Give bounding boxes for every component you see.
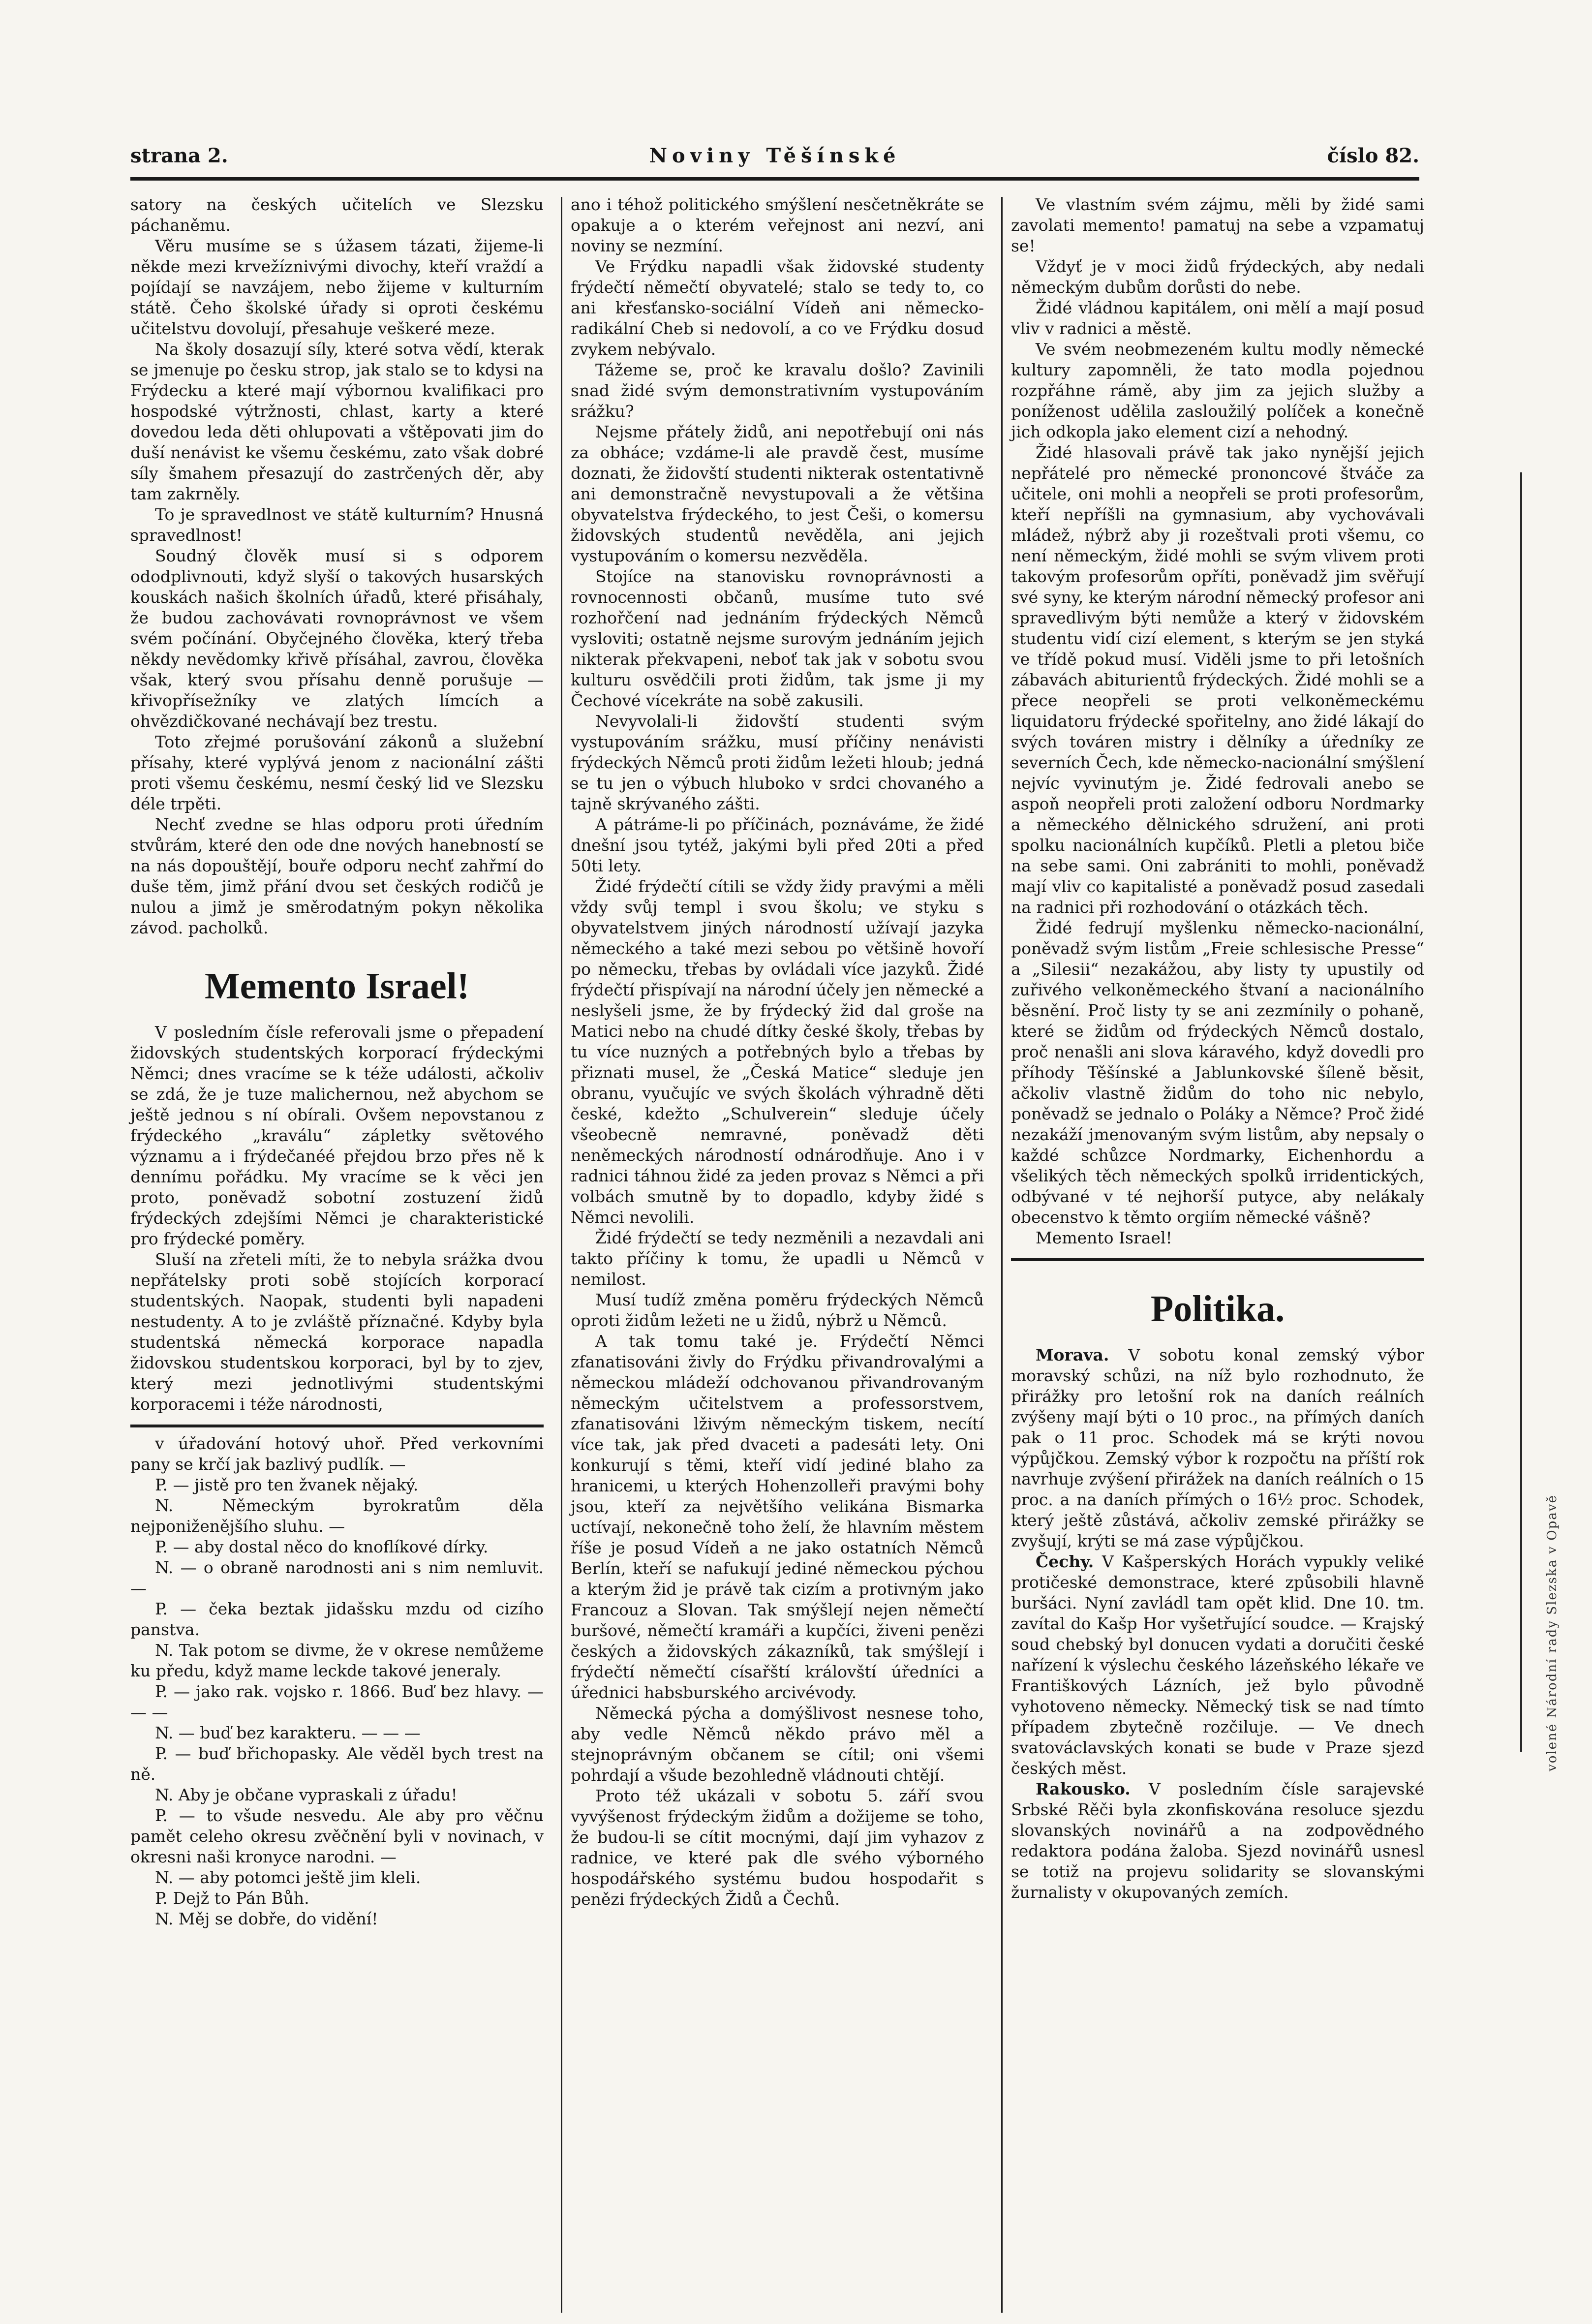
column-rule-1: [561, 197, 562, 2313]
article-paragraph: Věru musíme se s úžasem tázati, žijeme-li někde mezi krvežíznivými divochy, kteří vraždí a pojídají se navzájem, nebo žijeme v kulturním státě. Čeho školské úřady si oproti českému učitelstvu dovolují, přesahuje veškeré meze.: [130, 236, 544, 338]
section-rule: [1011, 1258, 1424, 1261]
article-paragraph: Nechť zvedne se hlas odporu proti úředním stvůrám, které den ode dne nových hanebností se na nás dopouštějí, bouře odporu nechť zahřmí do duše těm, jimž přání dvou set českých rodičů je nulou a jimž je směrodatným pokyn několika závod. pacholků.: [130, 815, 544, 937]
memento-heading: Memento Israel!: [204, 965, 470, 1007]
dialog-line: P. — čeka beztak jidašsku mzdu od cizího panstva.: [130, 1599, 544, 1639]
article-paragraph: Proto též ukázali v sobotu 5. září svou vyvýšenost frýdeckým židům a dožijeme se toho, že budou-li se cítit mocnými, dají jim vyhazov z radnice, ve které pak dle svého výborného hospodářského systému budou hospodařit s penězi frýdeckých Židů a Čechů.: [571, 1786, 984, 1909]
column-rule-2: [1001, 197, 1003, 2313]
politika-place: Rakousko.: [1036, 1779, 1131, 1798]
dialog-line: N. Aby je občane vypraskali z úřadu!: [155, 1785, 458, 1804]
politika-text: V posledním čísle sarajevské Srbské Rěči byla zkonfiskována resoluce sjezdu slovanských novinářů a na zodpovědného redaktora podána žaloba. Sjezd novinářů usnesl se totiž na projevu solidarity se slovanskými žurnalisty v okupovaných zemích.: [1011, 1779, 1424, 1902]
politika-place: Čechy.: [1036, 1552, 1094, 1571]
politika-item: [1011, 1551, 1424, 1779]
dialog-section: [130, 1433, 544, 1929]
article-paragraph: Nejsme přátely židů, ani nepotřebují oni nás za obháce; vzdáme-li ale pravdě čest, musíme doznati, že židovští studenti nikterak ostentativně ani demonstračně nevystupovali a že většina obyvatelstva frýdeckého, to jest Češi, o komersu židovských studentů nevěděla, ani jejich vystupováním o komersu nezvěděla.: [571, 422, 984, 565]
dialog-line: P. — buď břichopasky. Ale věděl bych trest na ně.: [130, 1744, 544, 1784]
article-paragraph: Tážeme se, proč ke kravalu došlo? Zavinili snad židé svým demonstrativním vystupováním srážku?: [571, 360, 984, 421]
article-paragraph: Na školy dosazují síly, které sotva vědí, kterak se jmenuje po česku strop, jak stalo se to kdysi na Frýdecku a které mají výbornou kvalifikaci pro hospodské výtržnosti, chlast, karty a které dovedou leda děti ohlupovati a vštěpovati jim do duší nenávist ke všemu českému, zato však dobré síly šmahem přesazují do zastrčených děr, aby tam zakrněly.: [130, 340, 544, 503]
article-paragraph: Židé frýdečtí se tedy nezměnili a nezavdali ani takto příčiny k tomu, že upadli u Němců v nemilost.: [571, 1228, 984, 1289]
article-paragraph: Židé frýdečtí cítili se vždy židy pravými a měli vždy svůj templ i svou školu; ve styku s obyvatelstvem jiných národností užívají jazyka německého a také mezi sebou po většině hovoří po německu, třebas by ovládali více jazyků. Židé frýdečtí přispívají na národní účely jen německé a neslyšeli jsme, že by frýdecký žid dal groše na Matici nebo na chudé dítky české školy, třebas by tu více nuzných a potřebných bylo a třebas by přiznati musel, že „Česká Matice“ sleduje jen obranu, vyučujíc ve svých školách výhradně děti české, kdežto „Schulverein“ sleduje účely všeobecně nemravné, poněvadž děti neněmeckých národností odnárodňuje. Ano i v radnici táhnou židé za jeden provaz s Němci a při volbách smutně by to dopadlo, kdyby židé s Němci nevolili.: [571, 877, 984, 1227]
column-2: [571, 194, 984, 1910]
dialog-line: P. Dejž to Pán Bůh.: [155, 1889, 309, 1908]
dialog-line: N. Měj se dobře, do vidění!: [155, 1909, 378, 1928]
dialog-line: N. — buď bez karakteru. — — —: [155, 1723, 421, 1742]
header-rule: [130, 177, 1419, 181]
politika-heading: Politika.: [1150, 1288, 1285, 1330]
masthead-title: Noviny Těšínské: [649, 144, 901, 167]
section-rule: [130, 1425, 544, 1427]
article-paragraph: Toto zřejmé porušování zákonů a služební přísahy, které vyplývá jenom z nacionální zášti proti všemu českému, nesmí český lid ve Slezsku déle trpěti.: [130, 732, 544, 813]
dialog-line: N. — aby potomci ještě jim kleli.: [155, 1868, 421, 1887]
dialog-line: v úřadování hotový uhoř. Před verkovními pany se krčí jak bazlivý pudlík. —: [130, 1434, 544, 1474]
article-paragraph: Nevyvolali-li židovští studenti svým vystupováním srážku, musí příčiny nenávisti frýdeckých Němců proti židům ležeti hloub; jedná se tu jen o výbuch hluboko v srdci chovaného a tajně skrývaného zášti.: [571, 712, 984, 813]
article-paragraph: Ve Frýdku napadli však židovské studenty frýdečtí němečtí obyvatelé; stalo se tedy to, co ani křesťansko-sociální Vídeň ani německo-radikální Cheb si nedovolí, a co ve Frýdku dosud zvykem nebývalo.: [571, 257, 984, 359]
article-paragraph: A tak tomu také je. Frýdečtí Němci zfanatisováni živly do Frýdku přivandrovalými a německou mládeží odchovanou přivandrovaným německým učitelstvem a professorstvem, zfanatisováni lživým německým tiskem, necítí více tak, jak před dvaceti a padesáti lety. Oni konkurují s těmi, kteří vidí jediné blaho za hranicemi, u kterých Hohenzolleři pravými bohy jsou, kteří za největšího velikána Bismarka uctívají, nekonečně toho želí, že hlavním městem říše je posud Vídeň a ne jako ostatních Němců Berlín, kteří se nafukují jediné německou pýchou a kterým žid je právě tak cizím a protivným jako Francouz a Slovan. Tak smýšlejí nejen němečtí buršové, němečtí kramáři a kupčíci, živeni penězi českých a židovských zákazníků, tak smýšlejí i frýdečtí němečtí císařští královští úředníci a úřednici habsburského arcivévody.: [571, 1332, 984, 1702]
article-paragraph: ano i téhož politického smýšlení nesčetněkráte se opakuje a o kterém veřejnost ani nezví, ani noviny se nezmíní.: [571, 195, 984, 255]
politika-text: V Kašperských Horách vypukly veliké protičeské demonstrace, které způsobili hlavně buršáci. Nyní zavládl tam opět klid. Dne 10. tm. zavítal do Kašp Hor vyšetřující soudce. — Krajský soud chebský byl donucen vydati a doručiti české nařízení k výslechu českého lázeňského lékaře ve Františkových Lázních, jež bylo původně vyhotoveno německy. Německý tisk se nad tímto případem zbytečně rozčiluje. — Ve dnech svatováclavských konati se bude v Praze sjezd českých měst.: [1011, 1552, 1424, 1778]
article-paragraph: satory na českých učitelích ve Slezsku páchaněmu.: [130, 195, 544, 235]
article-paragraph: Vždyť je v moci židů frýdeckých, aby nedali německým dubům dorůsti do nebe.: [1011, 257, 1424, 297]
article-paragraph: Německá pýcha a domýšlivost nesnese toho, aby vedle Němců někdo právo měl a stejnoprávným občanem se cítil; oni všemi pohrdají a všude bezohledně vládnouti chtějí.: [571, 1704, 984, 1785]
article-paragraph: Soudný člověk musí si s odporem ododplivnouti, když slyší o takových husarských kouskách našich školních úřadů, které přisáhaly, že budou zachovávati rovnoprávnost ve všem svém počínání. Obyčejného člověka, který třeba někdy nevědomky křivě přísáhal, zavrou, člověka však, který svou přísahu denně porušuje — křivopřísežníky ve zlatých límcích a ohvězdičkované nechávají bez trestu.: [130, 546, 544, 731]
article-paragraph: V posledním čísle referovali jsme o přepadení židovských studentských korporací frýdeckými Němci; dnes vracíme se k téže události, ačkoliv se zdá, že je tuze malichernou, než abychom se ještě jednou s ní obírali. Ovšem nepovstanou z frýdeckého „kraválu“ zápletky světového významu a i frýdečanéé přejdou brzo přes ně k dennímu pořádku. My vracíme se k věci jen proto, poněvadž sobotní zostuzení židů frýdeckých zdejšími Němci je charakteristické pro frýdecké poměry.: [130, 1023, 544, 1248]
article-paragraph: Židé vládnou kapitálem, oni mělí a mají posud vliv v radnici a městě.: [1011, 298, 1424, 338]
politika-item: [1011, 1779, 1424, 1903]
politika-place: Morava.: [1036, 1345, 1109, 1364]
article-paragraph: Ve vlastním svém zájmu, měli by židé sami zavolati memento! pamatuj na sebe a vzpamatuj se!: [1011, 195, 1424, 255]
dialog-line: P. — aby dostal něco do knoflíkové dírky.: [155, 1537, 489, 1556]
binding-edge-mark: [1520, 472, 1540, 1752]
article-paragraph: Sluší na zřeteli míti, že to nebyla srážka dvou nepřátelsky proti sobě stojících korporací studentských. Naopak, studenti byli napadeni nestudenty. A to je zvláště příznačné. Kdyby byla studentská německá korporace napadla židovskou studentskou korporaci, byl by to zjev, který mezi jednotlivými studentskými korporacemi i téže národnosti,: [130, 1250, 544, 1414]
politika-item: [1011, 1345, 1424, 1551]
article-paragraph: Stojíce na stanovisku rovnoprávnosti a rovnocennosti občanů, musíme tuto své rozhořčení nad jednáním frýdeckých Němců vysloviti; ostatně nejsme surovým jednáním jejich nikterak překvapeni, neboť tak jak v sobotu svou kulturu osvědčili proti židům, tak jsme ji my Čechové vícekráte na sobě zakusili.: [571, 567, 984, 710]
sidebar-stamp-text: volené Národní rady Slezska v Opavě: [1545, 1494, 1560, 1771]
dialog-line: P. — to všude nesvedu. Ale aby pro věčnu pamět celeho okresu zvěčnění byli v novinach, v okresni naši kronyce narodni. —: [130, 1806, 544, 1866]
article-paragraph: Židé fedrují myšlenku německo-nacionální, poněvadž svým listům „Freie schlesische Presse“ a „Silesii“ nezakážou, aby listy ty upustily od zuřivého velkoněmeckého štvaní a nacionálního běsnění. Proč listy ty se ani zezmínily o pohaně, které se židům od frýdeckých Němců dostalo, proč nenašli ani slova káravého, když dovedli pro příhody Těšínské a Jablunkovské šíleně běsit, ačkoliv vlastně židům do toho nic nebylo, poněvadž se jednalo o Poláky a Němce? Proč židé nezakáží jmenovaným svým listům, aby nepsaly o každé schůzce Nordmarky, Eichenhordu a všelikých těch německých spolků irridentických, odbývané v té nejhorší putyce, aby nelákaly obecenstvo k těmto orgiím německé vášně?: [1011, 918, 1424, 1227]
dialog-line: P. — jistě pro ten žvanek nějaký.: [155, 1475, 419, 1494]
memento-closing: Memento Israel!: [1036, 1228, 1172, 1247]
page-header: [130, 140, 1419, 175]
article-paragraph: To je spravedlnost ve státě kulturním? Hnusná spravedlnost!: [130, 505, 544, 545]
issue-number: číslo 82.: [1327, 144, 1419, 167]
column-3: [1011, 194, 1424, 1903]
dialog-line: P. — jako rak. vojsko r. 1866. Buď bez hlavy. — — —: [130, 1682, 544, 1722]
dialog-line: N. Tak potom se divme, že v okrese nemůžeme ku předu, když mame leckde takové jeneraly.: [130, 1641, 544, 1680]
column-1: [130, 194, 544, 1929]
page-number: strana 2.: [130, 144, 228, 167]
politika-text: V sobotu konal zemský výbor moravský schůzi, na níž bylo rozhodnuto, že přirážky pro letošní rok na daních reálních zvýšeny mají býti o 10 proc., na přímých daních pak o 11 proc. Schodek má se krýti novou výpůjčkou. Zemský výbor k rozpočtu na příští rok navrhuje zvýšení přirážek na daních reálních o 15 proc. a na daních přímých o 16½ proc. Schodek, který ještě zůstává, ačkoliv zemské přirážky se zvyšují, krýti se má zase výpůjčkou.: [1011, 1345, 1424, 1550]
dialog-line: N. Německým byrokratům děla nejponiženějšího sluhu. —: [130, 1496, 544, 1536]
article-paragraph: Ve svém neobmezeném kultu modly německé kultury zapomněli, že tato modla pojednou rozpřáhne rámě, aby jim za jejich služby a poníženost udělila zasloužilý políček a konečně jich odkopla jako element cizí a nehodný.: [1011, 340, 1424, 441]
article-paragraph: Židé hlasovali právě tak jako nynější jejich nepřátelé pro německé prononcové štváče za učitele, oni mohli a neopřeli se proti profesorům, kteří nepříšli na gymnasium, aby vychovávali mládež, nýbrž aby ji rozeštvali proti všemu, co není německým, židé mohli se svým vlivem proti takovým profesorům opříti, poněvadž jim svěřují své syny, ke kterým národní německý profesor ani spravedlivým býti nemůže a který v židovském studentu vidí cizí element, s kterým se jen styká ve třídě pokud musí. Viděli jsme to při letošních zábavách abiturientů frýdeckých. Židé mohli se a přece neopřeli se proti velkoněmeckému liquidatoru frýdecké spořitelny, ano židé lákají do svých továren mistry i dělníky a úředníky ze severních Čech, kde německo-nacionální smýšlení nejvíc vyvinutým je. Židé fedrovali anebo se aspoň neopřeli proti založení odboru Nordmarky a německého dělnického sdružení, ani proti spolku nacionálních kupčíků. Pletli a pletou biče na sebe sami. Oni zabrániti to mohli, poněvadž mají vliv co kapitalisté a poněvadž posud zasedali na radnici při rozhodování o otázkách těch.: [1011, 443, 1424, 917]
article-paragraph: A pátráme-li po příčinách, poznáváme, že židé dnešní jsou tytéž, jakými byli před 20ti a před 50ti lety.: [571, 815, 984, 875]
article-paragraph: Musí tudíž změna poměru frýdeckých Němců oproti židům ležeti ne u židů, nýbrž u Němců.: [571, 1290, 984, 1330]
dialog-line: N. — o obraně narodnosti ani s nim nemluvit. —: [130, 1558, 544, 1598]
